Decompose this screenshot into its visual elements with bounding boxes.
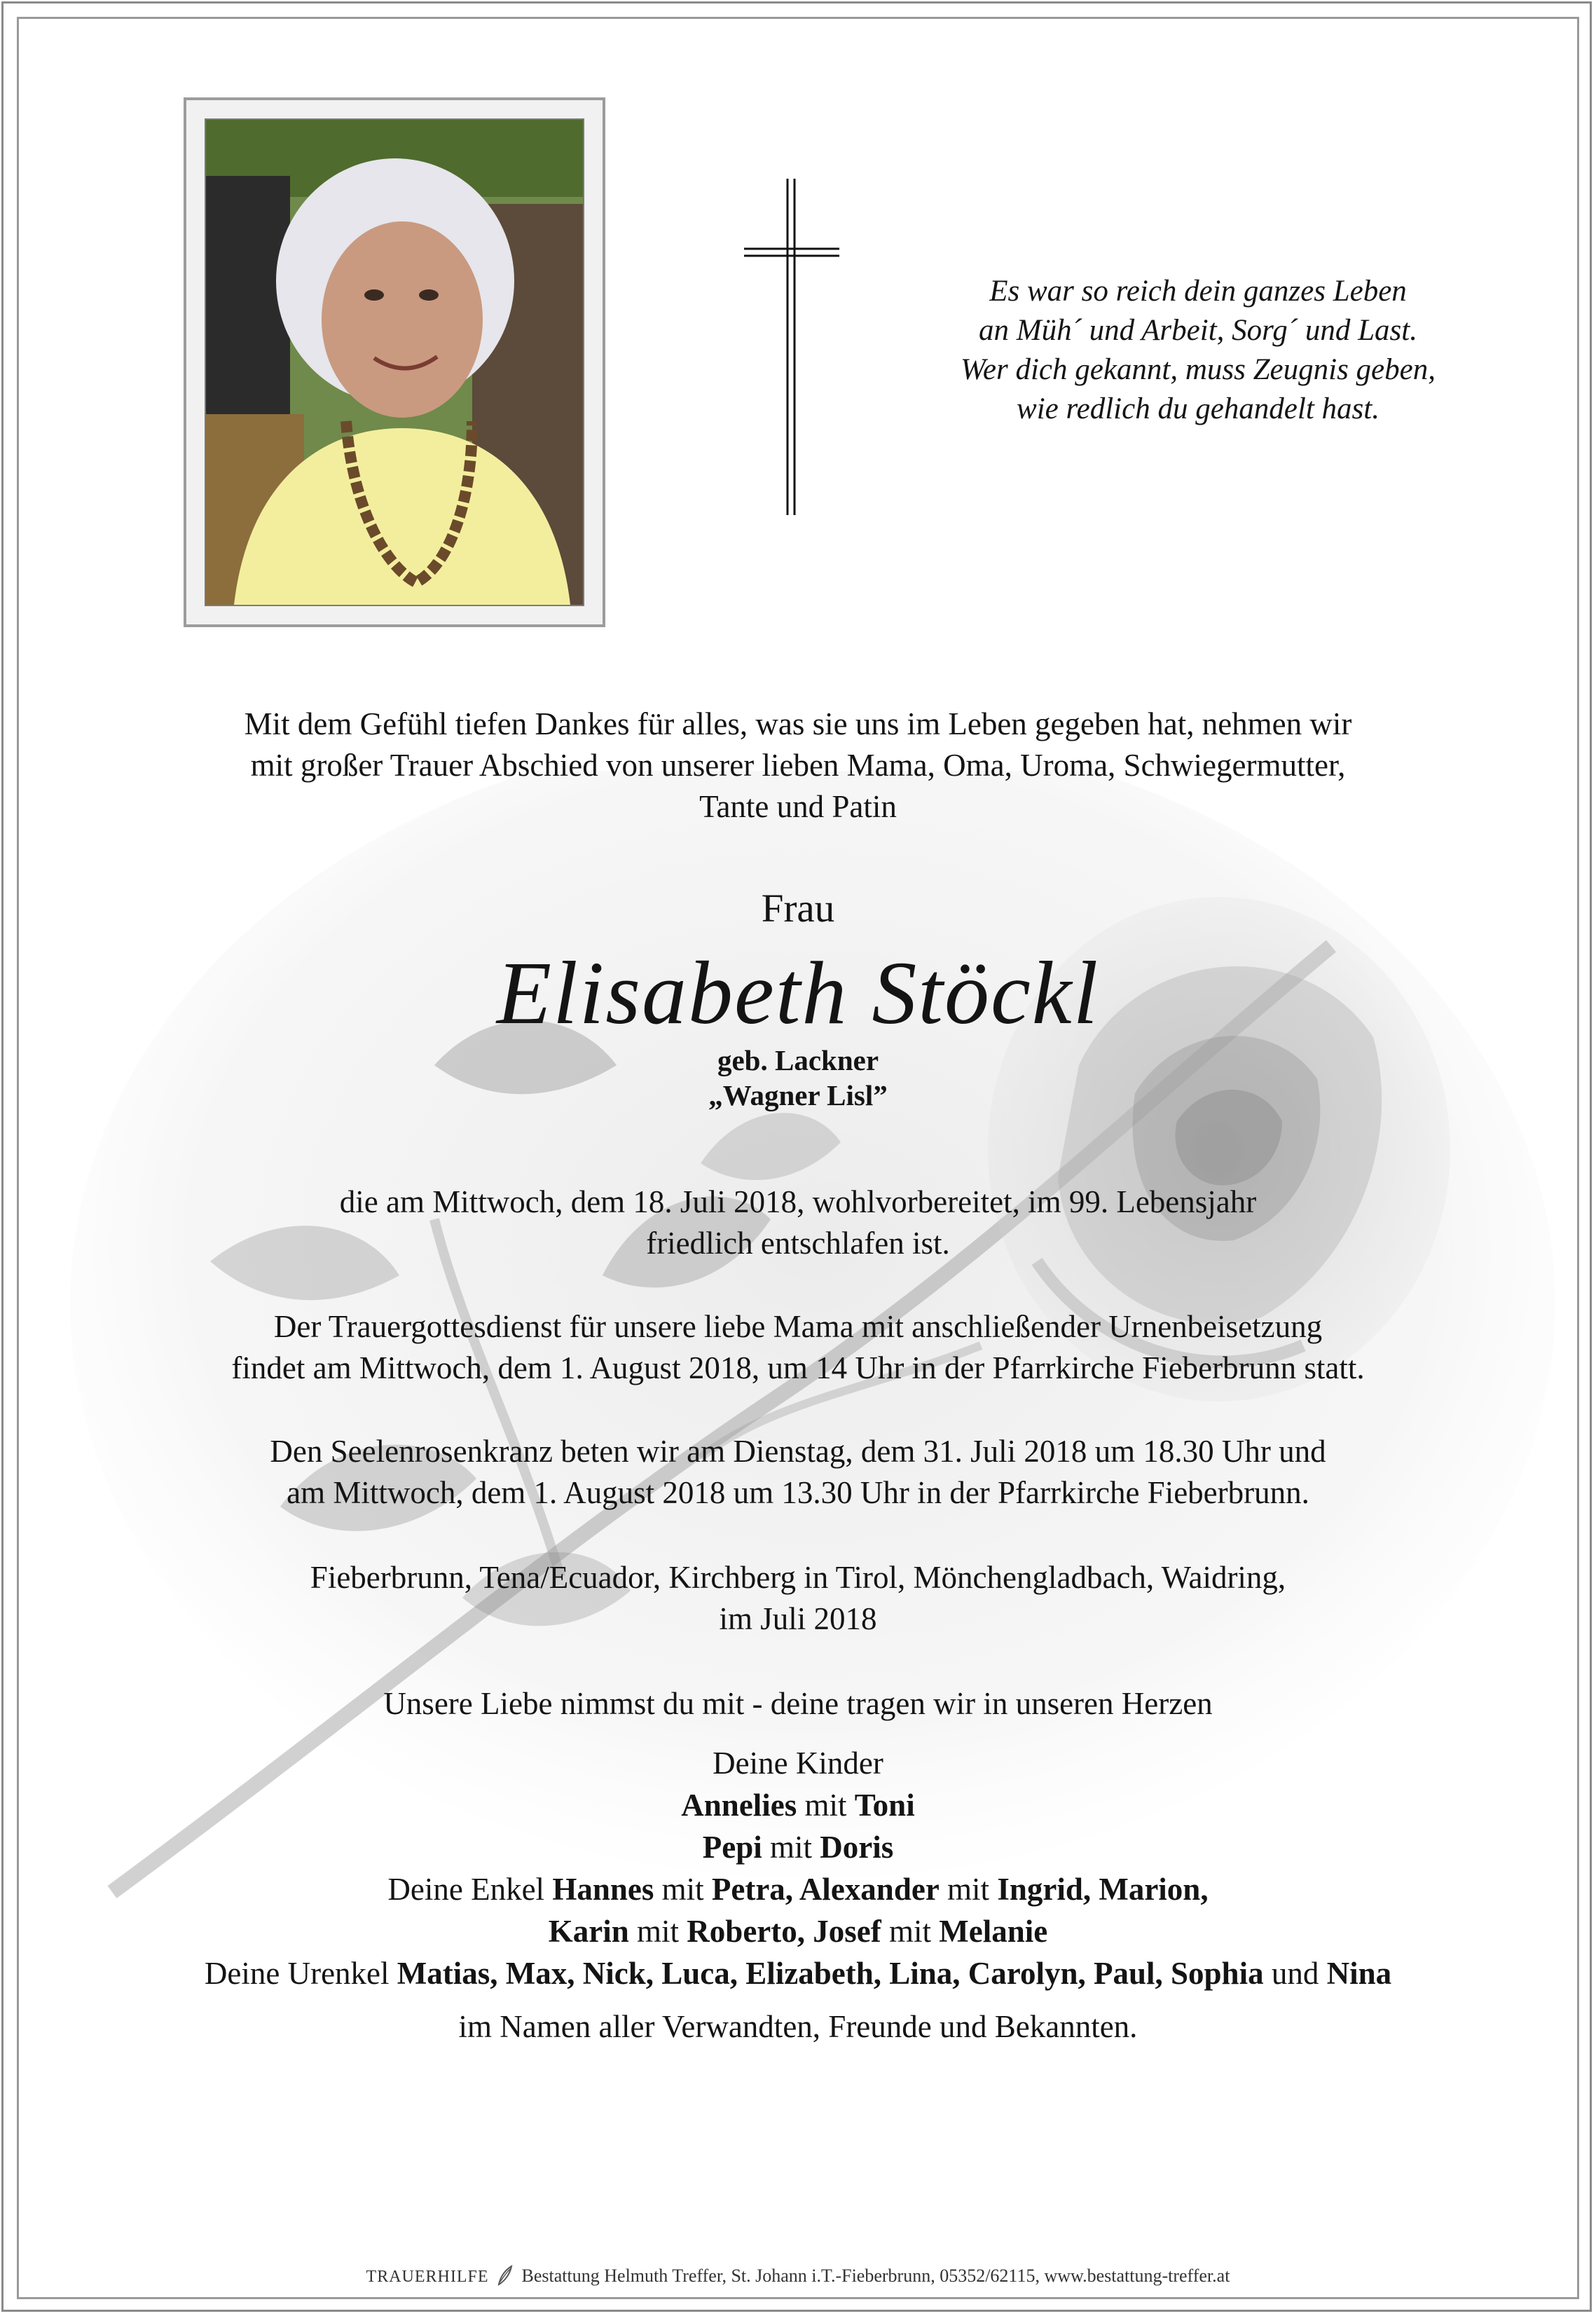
death-line: die am Mittwoch, dem 18. Juli 2018, wohlvorbereitet, im 99. Lebensjahr <box>339 1184 1257 1219</box>
footer-brand: TRAUERHILFE <box>366 2268 489 2286</box>
footer <box>84 2265 1512 2288</box>
rosary-paragraph <box>84 1431 1512 1514</box>
partner-name: Petra, <box>711 1872 794 1907</box>
child-line <box>84 1826 1512 1868</box>
rosary-line: Den Seelenrosenkranz beten wir am Dienstag, dem 31. Juli 2018 um 18.30 Uhr und <box>270 1434 1326 1469</box>
partner-name: Toni <box>854 1788 915 1823</box>
mourners-list <box>84 1742 1512 2048</box>
footer-text: Bestattung Helmuth Treffer, St. Johann i.T.-Fieberbrunn, 05352/62115, www.bestattung-treffer.at <box>521 2266 1230 2286</box>
connector: mit <box>628 1914 687 1949</box>
intro-line: Tante und Patin <box>699 789 897 824</box>
verse-line: wie redlich du gehandelt hast. <box>1017 392 1380 425</box>
grandchild-name: Karin <box>548 1914 629 1949</box>
closing-line: im Namen aller Verwandten, Freunde und Bekannten. <box>458 2009 1138 2044</box>
great-grandchild-last: Nina <box>1326 1956 1392 1991</box>
connector: mit <box>797 1788 855 1823</box>
leaf-logo-icon <box>496 2265 514 2286</box>
portrait-photo <box>205 118 584 606</box>
connector: und <box>1263 1956 1327 1991</box>
child-line <box>84 1784 1512 1826</box>
death-paragraph <box>84 1181 1512 1264</box>
children-label: Deine Kinder <box>713 1746 883 1781</box>
grandchildren-label: Deine Enkel <box>387 1872 553 1907</box>
intro-line: Mit dem Gefühl tiefen Dankes für alles, was sie uns im Leben gegeben hat, nehmen wir <box>244 706 1352 741</box>
deceased-name: Elisabeth Stöckl <box>496 943 1100 1043</box>
intro-paragraph <box>84 704 1512 828</box>
grandchild-name: Josef <box>805 1914 881 1949</box>
cross-icon <box>736 179 841 515</box>
partner-name: Doris <box>820 1830 894 1865</box>
nickname: „Wagner Lisl” <box>708 1079 888 1111</box>
grandchild-name: Alexander <box>793 1872 940 1907</box>
grandchildren-line <box>84 1910 1512 1952</box>
service-paragraph <box>84 1306 1512 1389</box>
verse-line: Es war so reich dein ganzes Leben <box>989 275 1407 308</box>
great-grandchildren-line <box>84 1952 1512 1994</box>
motto: Unsere Liebe nimmst du mit - deine tragen wir in unseren Herzen <box>383 1686 1213 1721</box>
partner-name: Ingrid, <box>997 1872 1092 1907</box>
rosary-line: am Mittwoch, dem 1. August 2018 um 13.30 Uhr in der Pfarrkirche Fieberbrunn. <box>287 1475 1309 1510</box>
child-name: Pepi <box>702 1830 762 1865</box>
partner-name: Melanie <box>939 1914 1048 1949</box>
child-name: Annelies <box>681 1788 797 1823</box>
great-grandchildren-names: Matias, Max, Nick, Luca, Elizabeth, Lina, Carolyn, Paul, Sophia <box>397 1956 1264 1991</box>
service-line: Der Trauergottesdienst für unsere liebe Mama mit anschließender Urnenbeisetzung <box>273 1309 1323 1344</box>
connector: mit <box>881 1914 940 1949</box>
connector: mit <box>654 1872 712 1907</box>
verse-line: an Müh´ und Arbeit, Sorg´ und Last. <box>979 314 1417 347</box>
great-grandchildren-label: Deine Urenkel <box>204 1956 397 1991</box>
memorial-verse <box>876 272 1520 429</box>
places-line: im Juli 2018 <box>719 1601 877 1636</box>
grandchild-name: Marion, <box>1091 1872 1209 1907</box>
portrait-photo-frame <box>184 97 605 627</box>
places-paragraph <box>84 1557 1512 1640</box>
partner-name: Roberto, <box>687 1914 806 1949</box>
grandchild-name: Hannes <box>552 1872 654 1907</box>
service-line: findet am Mittwoch, dem 1. August 2018, um 14 Uhr in der Pfarrkirche Fieberbrunn statt. <box>231 1350 1365 1385</box>
verse-line: Wer dich gekannt, muss Zeugnis geben, <box>961 353 1436 386</box>
death-line: friedlich entschlafen ist. <box>646 1226 950 1261</box>
places-line: Fieberbrunn, Tena/Ecuador, Kirchberg in Tirol, Mönchengladbach, Waidring, <box>310 1560 1286 1595</box>
intro-line: mit großer Trauer Abschied von unserer lieben Mama, Oma, Uroma, Schwiegermutter, <box>250 748 1346 783</box>
grandchildren-line <box>84 1868 1512 1910</box>
connector: mit <box>762 1830 820 1865</box>
salutation: Frau <box>761 886 835 931</box>
birth-name: geb. Lackner <box>717 1044 879 1076</box>
connector: mit <box>939 1872 998 1907</box>
